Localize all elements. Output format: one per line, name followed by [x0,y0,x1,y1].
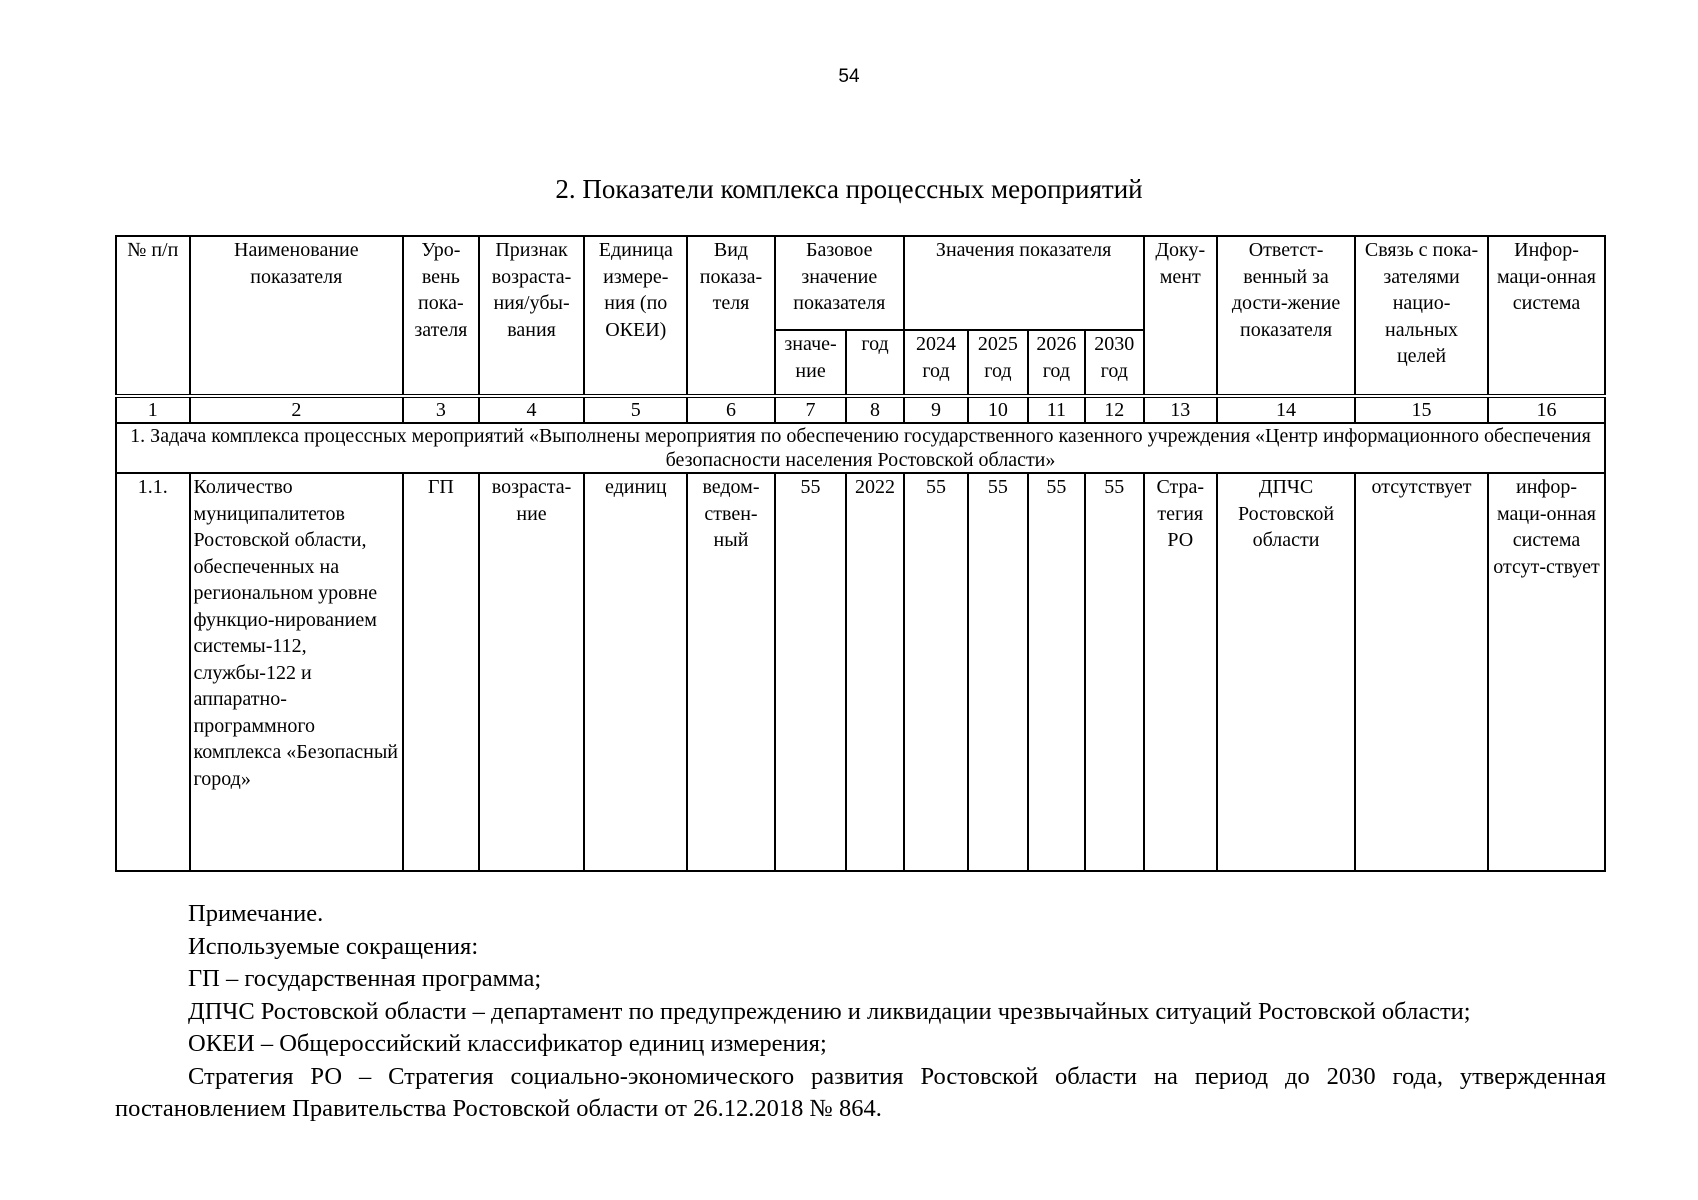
header-type: Вид показа-теля [687,236,775,396]
column-number: 2 [190,396,404,423]
column-number: 8 [846,396,903,423]
row-link: отсутствует [1355,473,1488,871]
column-number: 11 [1028,396,1085,423]
column-number: 6 [687,396,775,423]
header-responsible: Ответст-венный за дости-жение показателя [1217,236,1355,396]
row-base-value: 55 [775,473,847,871]
header-2026: 2026 год [1028,330,1085,396]
table-row [116,473,1605,871]
row-2026: 55 [1028,473,1085,871]
column-number: 12 [1085,396,1143,423]
header-base-value: значе-ние [775,330,847,396]
column-number: 9 [904,396,968,423]
header-unit: Единица измере-ния (по ОКЕИ) [584,236,687,396]
section-title: 2. Показатели комплекса процессных мероприятий [555,174,1143,204]
notes-abbrev-heading: Используемые сокращения: [188,932,479,960]
header-level: Уро-вень пока-зателя [403,236,479,396]
row-unit: единиц [584,473,687,871]
task-row: 1. Задача комплекса процессных мероприятий «Выполнены мероприятия по обеспечению государственного казенного учреждения «Центр информационного обеспечения безопасности населения Ростовской области» [116,423,1605,473]
row-2025: 55 [968,473,1027,871]
header-document: Доку-мент [1144,236,1218,396]
column-number: 5 [584,396,687,423]
header-2030: 2030 год [1085,330,1143,396]
column-number: 10 [968,396,1027,423]
header-infosystem: Инфор-маци-онная система [1488,236,1605,396]
header-2024: 2024 год [904,330,968,396]
note-item: ОКЕИ – Общероссийский классификатор единиц измерения; [188,1030,827,1057]
column-number: 15 [1355,396,1488,423]
row-document: Стра-тегия РО [1144,473,1218,871]
row-responsible: ДПЧС Ростовской области [1217,473,1355,871]
header-base-group: Базовое значение показателя [775,236,904,330]
column-number: 1 [116,396,190,423]
column-number: 14 [1217,396,1355,423]
column-number: 13 [1144,396,1218,423]
column-number: 4 [479,396,585,423]
row-trend: возраста-ние [479,473,585,871]
header-name: Наименование показателя [190,236,404,396]
notes-heading: Примечание. [188,900,324,927]
header-values-group: Значения показателя [904,236,1144,330]
row-2030: 55 [1085,473,1143,871]
row-type: ведом-ствен-ный [687,473,775,871]
header-num: № п/п [116,236,190,396]
note-item: ДПЧС Ростовской области – департамент по предупреждению и ликвидации чрезвычайных ситуаций Ростовской области; [188,997,1471,1025]
page-number: 54 [838,66,860,87]
row-level: ГП [403,473,479,871]
row-2024: 55 [904,473,968,871]
header-trend: Признак возраста-ния/убы-вания [479,236,585,396]
row-name: Количество муниципалитетов Ростовской области, обеспеченных на региональном уровне функцио-нированием системы-112, службы-122 и аппаратно-программного комплекса «Безопасный город» [190,473,404,871]
header-link: Связь с пока-зателями нацио-нальных целей [1355,236,1488,396]
row-infosystem: инфор-маци-онная система отсут-ствует [1488,473,1605,871]
header-2025: 2025 год [968,330,1027,396]
column-number: 7 [775,396,847,423]
row-num: 1.1. [116,473,190,871]
row-base-year: 2022 [846,473,903,871]
notes [115,898,1606,1126]
column-number: 3 [403,396,479,423]
note-item: Стратегия РО – Стратегия социально-экономического развития Ростовской области на период до 2030 года, утвержденная постановлением Правительства Ростовской области от 26.12.2018 № 864. [115,1062,1606,1122]
indicators-table [115,235,1606,872]
note-item: ГП – государственная программа; [188,965,542,992]
header-base-year: год [846,330,903,396]
column-number: 16 [1488,396,1605,423]
